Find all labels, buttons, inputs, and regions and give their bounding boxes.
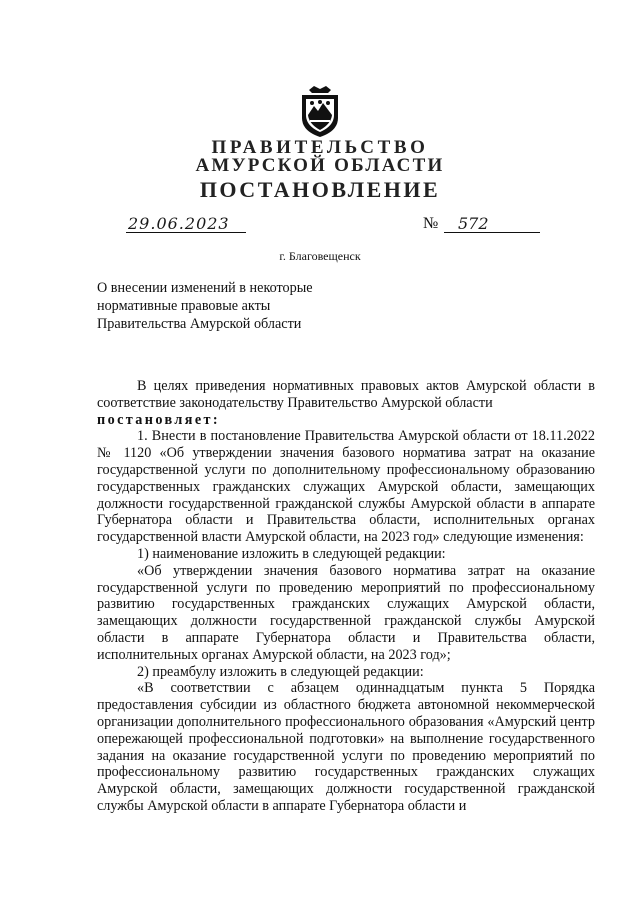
document-body: [97, 378, 595, 815]
number-underline: [444, 232, 540, 233]
government-title: ПРАВИТЕЛЬСТВО: [211, 137, 429, 158]
subitem-1-heading: 1) наименование изложить в следующей редакции:: [137, 545, 446, 562]
resolve-word: постановляет:: [97, 411, 221, 428]
preamble-paragraph: В целях приведения нормативных правовых актов Амурской области в соответствие законодательству Правительство Амурской области: [97, 378, 595, 411]
document-type-title: ПОСТАНОВЛЕНИЕ: [199, 177, 441, 202]
document-number: 572: [458, 214, 489, 233]
region-title: АМУРСКОЙ ОБЛАСТИ: [195, 155, 445, 176]
document-subject: О внесении изменений в некоторые нормативные правовые акты Правительства Амурской области: [97, 280, 313, 332]
item-1-paragraph: 1. Внести в постановление Правительства Амурской области от 18.11.2022 № 1120 «Об утверждении значения базового норматива затрат на оказание государственной услуги по дополнительному профессиональному образованию государственных гражданских служащих Амурской области, замещающих должности государственной гражданской службы Амурской области в аппарате Губернатора области и Правительства области, исполнительных органах государственной власти Амурской области, на 2023 год» следующие изменения:: [97, 428, 595, 546]
coat-of-arms-icon: [298, 84, 342, 138]
date-underline: [126, 232, 246, 233]
city-label: г. Благовещенск: [279, 249, 361, 263]
document-date: 29.06.2023: [128, 214, 230, 233]
subitem-1-text: «Об утверждении значения базового норматива затрат на оказание государственной услуги по проведению мероприятий по профессиональному развитию государственных гражданских служащих Амурской области, замещающих должности государственной гражданской службы Амурской области в аппарате Губернатора области и Правительства области, исполнительных органах Амурской области, на 2023 год»;: [97, 562, 595, 663]
number-sign: №: [423, 215, 439, 232]
subitem-2-text: «В соответствии с абзацем одиннадцатым пункта 5 Порядка предоставления субсидии из областного бюджета автономной некоммерческой организации дополнительного профессионального образования «Амурский центр опережающей профессиональной подготовки» на выполнение государственного задания на оказание государственной услуги по проведению мероприятий по профессиональному развитию государственных гражданских служащих Амурской области, замещающих должности государственной гражданской службы Амурской области в аппарате Губернатора области и: [97, 680, 595, 814]
subitem-2-heading: 2) преамбулу изложить в следующей редакции:: [137, 663, 424, 680]
